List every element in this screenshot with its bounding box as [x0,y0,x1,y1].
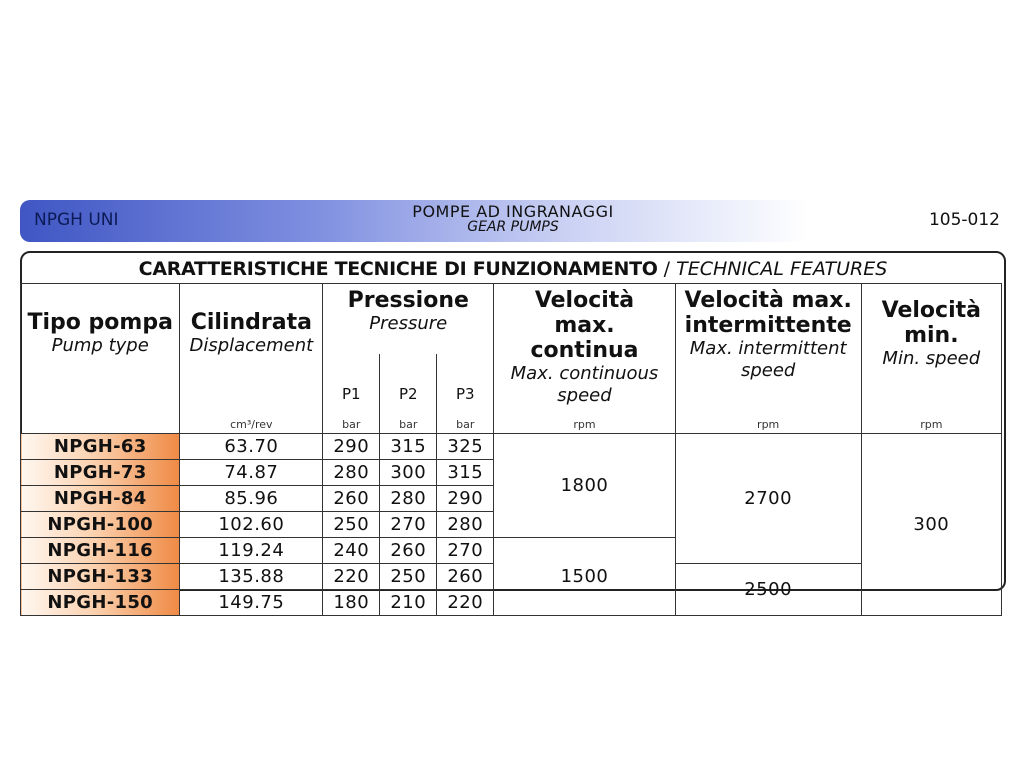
displacement-unit: cm³/rev [180,407,323,434]
p3-cell: 290 [437,486,494,512]
pump-unit [21,407,180,434]
max-cont-speed-cell-1: 1800 [494,434,676,538]
p2-cell: 280 [380,486,437,512]
p3-unit: bar [437,407,494,434]
displacement-header [180,284,323,408]
max-cont-speed-cell-2: 1500 [494,538,676,616]
pressure-label-en: Pressure [369,313,448,334]
unit-row [21,407,1002,434]
pump-cell: NPGH-73 [21,460,180,486]
p3-header: P3 [437,354,494,407]
p2-cell: 315 [380,434,437,460]
p2-header: P2 [380,354,437,407]
p1-header: P1 [323,354,380,407]
table-title-separator: / [657,258,677,280]
pump-type-header [21,284,180,408]
pump-type-label: Tipo pompa [27,310,173,335]
displacement-label-en: Displacement [189,335,314,356]
p1-unit: bar [323,407,380,434]
pump-cell: NPGH-63 [21,434,180,460]
displacement-cell: 74.87 [180,460,323,486]
max-int-speed-cell-1: 2700 [675,434,861,564]
pump-cell: NPGH-133 [21,564,180,590]
displacement-cell: 149.75 [180,590,323,616]
p1-cell: 180 [323,590,380,616]
max-cont-speed-unit: rpm [494,407,676,434]
max-cont-speed-header [494,284,676,408]
p1-cell: 260 [323,486,380,512]
max-cont-speed-label-en: Max. continuous speed [510,363,659,406]
displacement-cell: 119.24 [180,538,323,564]
pump-cell: NPGH-84 [21,486,180,512]
displacement-cell: 63.70 [180,434,323,460]
max-int-speed-label: Velocità max. intermittente [684,288,852,338]
p1-cell: 290 [323,434,380,460]
p3-cell: 315 [437,460,494,486]
p3-cell: 220 [437,590,494,616]
p2-cell: 300 [380,460,437,486]
doc-number: 105-012 [928,210,1000,230]
table-title [22,258,1004,280]
max-cont-speed-label: Velocità max. continua [530,288,639,363]
p1-cell: 220 [323,564,380,590]
min-speed-label: Velocità min. [881,298,981,348]
pump-cell: NPGH-100 [21,512,180,538]
displacement-cell: 85.96 [180,486,323,512]
p2-unit: bar [380,407,437,434]
banner-title [20,202,1006,235]
technical-features-panel [20,251,1006,613]
min-speed-header [861,284,1001,408]
p2-cell: 210 [380,590,437,616]
table-row [21,434,1002,460]
min-speed-label-en: Min. speed [882,348,981,369]
max-int-speed-header [675,284,861,408]
header-banner [20,200,1006,242]
p1-cell: 280 [323,460,380,486]
p3-cell: 325 [437,434,494,460]
pressure-header [323,284,494,354]
p1-cell: 240 [323,538,380,564]
table-title-en: TECHNICAL FEATURES [676,258,888,280]
pump-cell: NPGH-116 [21,538,180,564]
displacement-cell: 102.60 [180,512,323,538]
p3-cell: 260 [437,564,494,590]
p3-cell: 280 [437,512,494,538]
p2-cell: 270 [380,512,437,538]
min-speed-cell: 300 [861,434,1001,616]
pressure-label: Pressione [347,288,469,313]
table-title-it: CARATTERISTICHE TECNICHE DI FUNZIONAMENTO [138,258,658,280]
displacement-cell: 135.88 [180,564,323,590]
series-code: NPGH UNI [34,210,119,230]
p2-cell: 250 [380,564,437,590]
min-speed-unit: rpm [861,407,1001,434]
displacement-label: Cilindrata [190,310,312,335]
pump-cell: NPGH-150 [21,590,180,616]
p3-cell: 270 [437,538,494,564]
banner-title-en: GEAR PUMPS [467,219,559,235]
max-int-speed-label-en: Max. intermittent speed [689,338,847,381]
pump-type-label-en: Pump type [51,335,149,356]
features-table [20,283,1002,616]
p2-cell: 260 [380,538,437,564]
max-int-speed-cell-2: 2500 [675,564,861,616]
banner-title-it: POMPE AD INGRANAGGI [412,202,614,221]
max-int-speed-unit: rpm [675,407,861,434]
header-row-1 [21,284,1002,354]
p1-cell: 250 [323,512,380,538]
